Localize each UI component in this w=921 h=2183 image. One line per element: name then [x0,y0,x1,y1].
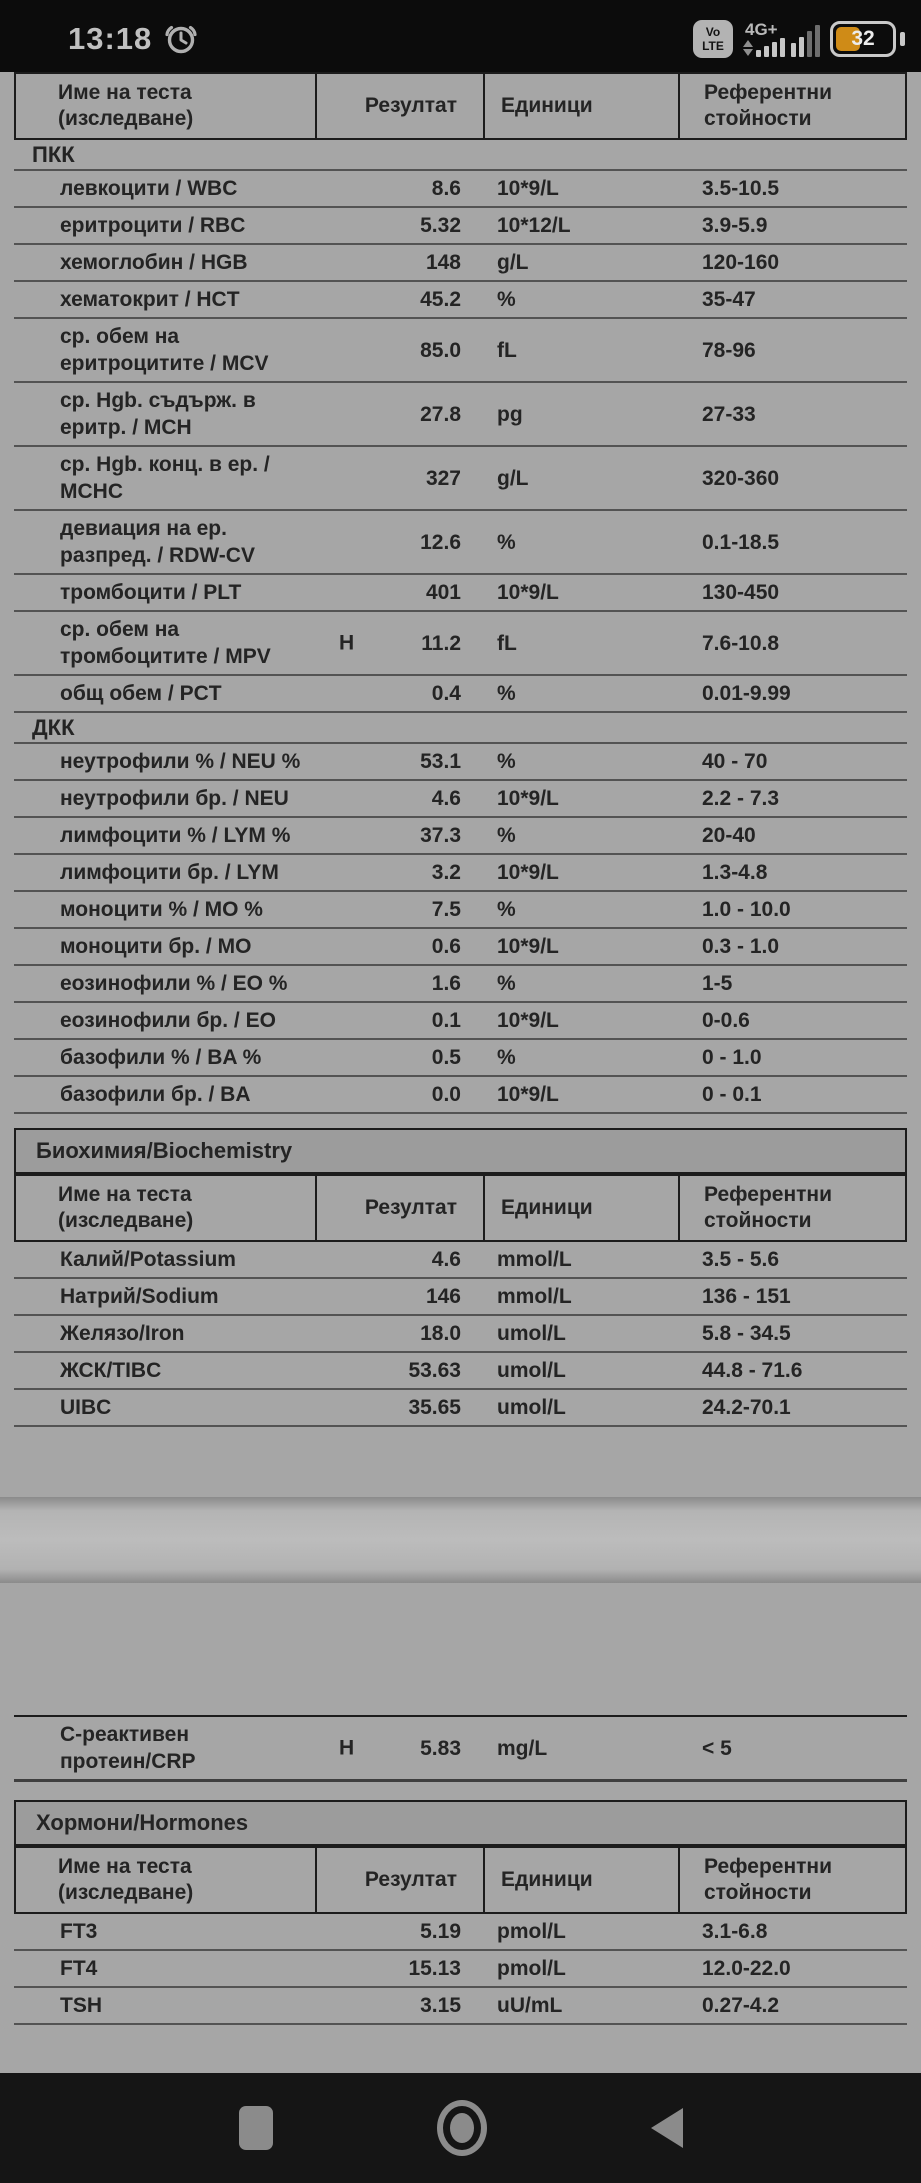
header-result: Резултат [315,1176,483,1240]
volte-badge: Vo LTE [693,20,733,58]
test-units: umol/L [497,1359,566,1382]
reference-range: 5.8 - 34.5 [702,1322,791,1345]
test-name: моноцити бр. / MO [60,935,252,958]
table-row [14,1316,907,1353]
test-units: % [497,824,516,847]
test-name: ср. обем на тромбоцитите / MPV [60,618,271,668]
test-units: 10*9/L [497,177,559,200]
test-name: FT4 [60,1957,98,1980]
test-name: базофили бр. / BA [60,1083,251,1106]
test-name: общ обем / PCT [60,682,222,705]
result-value: 1.6 [431,972,461,995]
table-row [14,208,907,245]
signal-bars-sim1 [743,38,785,57]
table-row [14,1077,907,1114]
result-value: 148 [425,251,461,274]
result-value: 15.13 [408,1957,461,1980]
clock-time: 13:18 [68,21,153,56]
test-result [315,461,483,496]
table-header [14,72,907,140]
cbc-table [14,72,907,1114]
test-result [315,781,483,816]
header-reference: Референтни стойности [678,74,907,138]
test-result [315,1040,483,1075]
table-row [14,781,907,818]
crp-table-fragment [14,1715,907,1782]
test-result [315,1279,483,1314]
battery-icon [830,21,896,57]
test-result [315,818,483,853]
test-name: еозинофили % / EO % [60,972,288,995]
test-units: pg [497,402,523,426]
test-result [315,966,483,1001]
hormones-table [14,1846,907,2025]
test-name: базофили % / BA % [60,1046,262,1069]
test-result [315,575,483,610]
test-name: моноцити % / MO % [60,898,263,921]
test-result [315,929,483,964]
reference-range: 20-40 [702,824,756,847]
test-result [315,282,483,317]
reference-range: 130-450 [702,581,780,604]
test-units: mg/L [497,1736,548,1760]
table-row [14,171,907,208]
result-value: 5.32 [420,214,461,237]
table-header [14,1846,907,1914]
reference-range: 0.27-4.2 [702,1994,780,2017]
test-result [315,525,483,560]
page-break-gap [0,1497,921,1715]
table-row [14,383,907,447]
table-row [14,1353,907,1390]
section-band-hormones [14,1800,907,1846]
test-units: % [497,1046,516,1069]
header-result: Резултат [315,1848,483,1912]
home-button[interactable] [437,2100,487,2156]
test-result [315,1242,483,1277]
result-value: 0.4 [431,682,461,705]
table-row [14,1988,907,2025]
table-row [14,282,907,319]
table-row [14,1390,907,1427]
reference-range: 3.9-5.9 [702,214,768,237]
battery-nub [900,32,905,46]
test-units: fL [497,631,517,655]
result-value: 45.2 [420,288,461,311]
header-test-name: Име на теста (изследване) [14,1176,315,1240]
result-value: 0.5 [431,1046,461,1069]
test-name: ср. Hgb. конц. в ер. / MCHC [60,453,270,503]
biochemistry-table [14,1174,907,1427]
result-value: 3.2 [431,861,461,884]
result-value: 12.6 [420,530,461,554]
table-row [14,511,907,575]
test-result [315,626,483,661]
section-label: ПКК [32,141,75,167]
result-value: 4.6 [431,1248,461,1271]
result-value: 53.63 [408,1359,461,1382]
test-name: девиация на ер. разпред. / RDW-CV [60,517,255,567]
test-units: pmol/L [497,1920,566,1943]
header-result: Резултат [315,74,483,138]
test-result [315,744,483,779]
signal-cluster [743,21,820,57]
table-row [14,575,907,612]
test-units: 10*9/L [497,1009,559,1032]
test-units: 10*12/L [497,214,571,237]
content-filler [0,2025,921,2073]
result-value: 0.0 [431,1083,461,1106]
header-reference: Референтни стойности [678,1848,907,1912]
test-result [315,1951,483,1986]
header-units: Единици [483,1176,678,1240]
header-units: Единици [483,74,678,138]
test-units: 10*9/L [497,787,559,810]
result-value: 18.0 [420,1322,461,1345]
section-row [14,140,907,171]
test-units: % [497,750,516,773]
test-name: TSH [60,1994,102,2017]
table-header [14,1174,907,1242]
reference-range: 24.2-70.1 [702,1396,791,1419]
result-value: 85.0 [420,338,461,362]
test-result [315,1390,483,1425]
test-units: umol/L [497,1322,566,1345]
table-row [14,1040,907,1077]
battery-percent: 32 [851,27,875,50]
reference-range: 0.01-9.99 [702,682,791,705]
result-value: 0.6 [431,935,461,958]
reference-range: 3.5-10.5 [702,177,780,200]
reference-range: 1.0 - 10.0 [702,898,791,921]
reference-range: 320-360 [702,466,780,490]
reference-range: 78-96 [702,338,756,362]
test-units: 10*9/L [497,935,559,958]
result-value: 4.6 [431,787,461,810]
table-row [14,818,907,855]
recents-button[interactable] [239,2106,273,2150]
result-value: 7.5 [431,898,461,921]
test-units: g/L [497,466,529,490]
network-type-label: 4G+ [745,20,778,39]
reference-range: 27-33 [702,402,756,426]
abnormal-flag: H [339,1736,355,1760]
test-units: % [497,682,516,705]
test-name: ср. Hgb. съдърж. в еритр. / MCH [60,389,256,439]
result-value: 37.3 [420,824,461,847]
test-result [315,397,483,432]
test-units: % [497,972,516,995]
test-name: хематокрит / HCT [60,288,240,311]
reference-range: 40 - 70 [702,750,768,773]
test-name: ЖСК/TIBC [60,1359,162,1382]
reference-range: 1-5 [702,972,733,995]
table-row [14,744,907,781]
test-units: umol/L [497,1396,566,1419]
test-result [315,208,483,243]
android-nav-bar [0,2073,921,2183]
result-value: 327 [425,466,461,490]
table-row [14,929,907,966]
test-units: mmol/L [497,1285,572,1308]
test-result [315,1077,483,1112]
section-label: ДКК [32,714,75,740]
test-name: хемоглобин / HGB [60,251,248,274]
result-value: 146 [425,1285,461,1308]
header-test-name: Име на теста (изследване) [14,1848,315,1912]
home-button-inner [450,2113,474,2143]
test-units: % [497,898,516,921]
test-units: % [497,530,516,554]
test-result [315,1988,483,2023]
test-result [315,1316,483,1351]
result-value: 11.2 [421,631,461,655]
table-row [14,966,907,1003]
result-value: 0.1 [431,1009,461,1032]
section-title: Биохимия/Biochemistry [36,1138,293,1163]
test-name: неутрофили бр. / NEU [60,787,289,810]
reference-range: < 5 [702,1736,732,1760]
test-units: uU/mL [497,1994,563,2017]
reference-range: 1.3-4.8 [702,861,768,884]
section-title: Хормони/Hormones [36,1810,249,1835]
test-name: Калий/Potassium [60,1248,236,1271]
test-name: неутрофили % / NEU % [60,750,301,773]
test-name: еритроцити / RBC [60,214,246,237]
section-band-biochemistry [14,1128,907,1174]
result-value: 3.15 [420,1994,461,2017]
test-units: fL [497,338,517,362]
test-result [315,245,483,280]
table-row [14,447,907,511]
test-name: тромбоцити / PLT [60,581,242,604]
table-row [14,1279,907,1316]
reference-range: 44.8 - 71.6 [702,1359,803,1382]
table-row [14,855,907,892]
data-activity-icon [743,40,753,56]
test-units: g/L [497,251,529,274]
test-units: 10*9/L [497,861,559,884]
table-row [14,676,907,713]
test-units: 10*9/L [497,1083,559,1106]
header-units: Единици [483,1848,678,1912]
result-value: 8.6 [431,177,461,200]
table-row [14,1242,907,1279]
reference-range: 120-160 [702,251,780,274]
test-result [315,1731,483,1766]
result-value: 53.1 [420,750,461,773]
result-value: 35.65 [408,1396,461,1419]
test-result [315,1914,483,1949]
test-name: ср. обем на еритроцитите / MCV [60,325,269,375]
test-result [315,333,483,368]
reference-range: 0 - 1.0 [702,1046,762,1069]
test-name: FT3 [60,1920,98,1943]
section-row [14,713,907,744]
test-result [315,1353,483,1388]
reference-range: 0.1-18.5 [702,530,780,554]
test-units: 10*9/L [497,581,559,604]
test-result [315,855,483,890]
test-units: mmol/L [497,1248,572,1271]
abnormal-flag: H [339,631,355,655]
page-seam-shadow [0,1497,921,1583]
reference-range: 12.0-22.0 [702,1957,791,1980]
test-name: UIBC [60,1396,112,1419]
reference-range: 136 - 151 [702,1285,791,1308]
result-value: 5.83 [420,1736,461,1760]
test-result [315,892,483,927]
reference-range: 2.2 - 7.3 [702,787,780,810]
status-bar [0,0,921,72]
table-row [14,1951,907,1988]
test-name: левкоцити / WBC [60,177,238,200]
reference-range: 0.3 - 1.0 [702,935,780,958]
reference-range: 0 - 0.1 [702,1083,762,1106]
table-row [14,245,907,282]
table-row [14,892,907,929]
reference-range: 3.5 - 5.6 [702,1248,780,1271]
table-row [14,1914,907,1951]
reference-range: 3.1-6.8 [702,1920,768,1943]
test-name: еозинофили бр. / EO [60,1009,276,1032]
header-reference: Референтни стойности [678,1176,907,1240]
test-name: лимфоцити бр. / LYM [60,861,279,884]
test-name: С-реактивен протеин/CRP [60,1723,196,1773]
test-units: pmol/L [497,1957,566,1980]
test-result [315,1003,483,1038]
test-result [315,171,483,206]
result-value: 27.8 [420,402,461,426]
reference-range: 35-47 [702,288,756,311]
test-name: лимфоцити % / LYM % [60,824,291,847]
table-row [14,1003,907,1040]
reference-range: 0-0.6 [702,1009,750,1032]
table-row [14,1717,907,1782]
result-value: 401 [425,581,461,604]
table-row [14,612,907,676]
alarm-clock-icon [162,18,200,61]
result-value: 5.19 [420,1920,461,1943]
test-name: Натрий/Sodium [60,1285,219,1308]
test-result [315,676,483,711]
test-units: % [497,288,516,311]
back-button[interactable] [651,2108,683,2148]
reference-range: 7.6-10.8 [702,631,780,655]
header-test-name: Име на теста (изследване) [14,74,315,138]
test-name: Желязо/Iron [60,1322,185,1345]
lab-report-document [0,72,921,2073]
table-row [14,319,907,383]
signal-bars-sim2 [791,25,820,57]
